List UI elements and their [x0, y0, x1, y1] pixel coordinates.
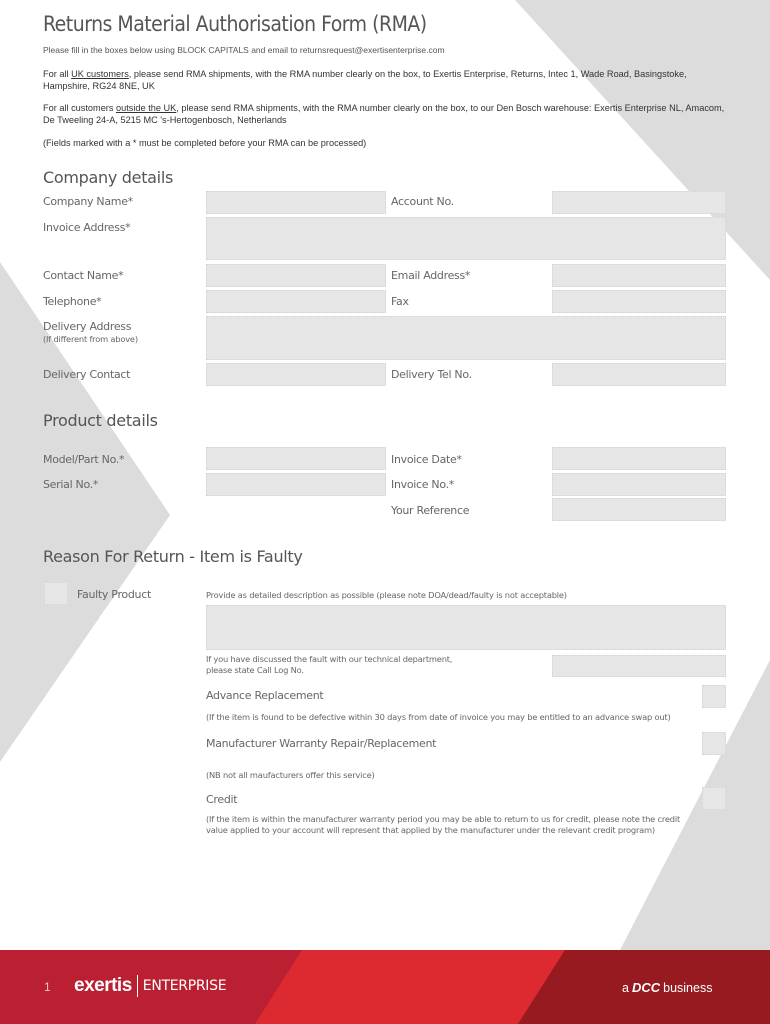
invoice-no-field[interactable]: [552, 473, 726, 496]
intl-address: , please send RMA shipments, with the RMA number clearly on the box, to our Den Bosch warehouse: Exertis Enterprise NL, Amacom, De Tweeling 24-A, 5215 MC 's-Hertogenbosch, Netherlands: [43, 103, 725, 125]
invoice-address-label: Invoice Address*: [43, 221, 131, 234]
advance-replacement-checkbox[interactable]: [702, 685, 726, 708]
uk-prefix: For all: [43, 69, 72, 79]
contact-name-label: Contact Name*: [43, 269, 124, 282]
intro-intl: [43, 102, 733, 126]
logo-divider: [137, 975, 138, 997]
description-prompt: Provide as detailed description as possible (please note DOA/dead/faulty is not acceptable): [206, 590, 567, 600]
dcc-business-logo: [622, 980, 712, 995]
outside-uk-text: outside the UK: [116, 103, 177, 113]
call-log-field[interactable]: [552, 655, 726, 677]
invoice-no-label: Invoice No.*: [391, 478, 454, 491]
intro-uk: [43, 68, 733, 92]
your-reference-label: Your Reference: [391, 504, 470, 517]
company-name-label: Company Name*: [43, 195, 133, 208]
fax-field[interactable]: [552, 290, 726, 313]
logo-exertis: exertis: [74, 975, 132, 996]
serial-no-field[interactable]: [206, 473, 386, 496]
faulty-product-label: Faulty Product: [77, 588, 151, 601]
product-details-heading: Product details: [43, 411, 158, 430]
delivery-address-field[interactable]: [206, 316, 726, 360]
uk-address: , please send RMA shipments, with the RMA number clearly on the box, to Exertis Enterprise, Returns, Intec 1, Wade Road, Basingstoke, Hampshire, RG24 8NE, UK: [43, 69, 687, 91]
uk-customers-text: UK customers: [71, 69, 129, 79]
delivery-address-label: Delivery Address: [43, 320, 132, 333]
email-field[interactable]: [552, 264, 726, 287]
faulty-product-checkbox[interactable]: [44, 582, 68, 605]
your-reference-field[interactable]: [552, 498, 726, 521]
page-number: 1: [44, 980, 51, 994]
bg-shape-right-lower: [620, 660, 770, 950]
warranty-checkbox[interactable]: [702, 732, 726, 755]
dcc-suffix: business: [663, 981, 713, 995]
delivery-contact-label: Delivery Contact: [43, 368, 131, 381]
warranty-note: (NB not all maufacturers offer this service): [206, 770, 375, 780]
exertis-enterprise-logo: [74, 975, 226, 997]
logo-enterprise: ENTERPRISE: [142, 978, 227, 994]
reason-heading: Reason For Return - Item is Faulty: [43, 547, 303, 566]
call-log-prompt-2: please state Call Log No.: [206, 665, 304, 675]
telephone-field[interactable]: [206, 290, 386, 313]
credit-label: Credit: [206, 793, 238, 806]
account-no-label: Account No.: [391, 195, 454, 208]
required-note: (Fields marked with a * must be completed before your RMA can be processed): [43, 138, 367, 148]
intro-instructions: Please fill in the boxes below using BLOCK CAPITALS and email to returnsrequest@exertisenterprise.com: [43, 45, 445, 55]
warranty-label: Manufacturer Warranty Repair/Replacement: [206, 737, 437, 750]
call-log-prompt-1: If you have discussed the fault with our technical department,: [206, 654, 453, 664]
email-label: Email Address*: [391, 269, 471, 282]
serial-no-label: Serial No.*: [43, 478, 99, 491]
page-title: Returns Material Authorisation Form (RMA): [43, 12, 427, 36]
dcc-mark: DCC: [631, 980, 661, 995]
telephone-label: Telephone*: [43, 295, 102, 308]
model-part-label: Model/Part No.*: [43, 453, 125, 466]
fault-description-field[interactable]: [206, 605, 726, 650]
credit-note-2: value applied to your account will represent that applied by the manufacturer under the relevant credit program): [206, 825, 655, 835]
fax-label: Fax: [391, 295, 409, 308]
credit-note-1: (If the item is within the manufacturer warranty period you may be able to return to us for credit, please note the credit: [206, 814, 681, 824]
intl-prefix: For all customers: [43, 103, 117, 113]
company-details-heading: Company details: [43, 168, 174, 187]
delivery-tel-field[interactable]: [552, 363, 726, 386]
invoice-date-field[interactable]: [552, 447, 726, 470]
invoice-address-field[interactable]: [206, 217, 726, 260]
credit-checkbox[interactable]: [702, 787, 726, 810]
contact-name-field[interactable]: [206, 264, 386, 287]
delivery-contact-field[interactable]: [206, 363, 386, 386]
delivery-address-note: (If different from above): [43, 334, 138, 344]
delivery-tel-label: Delivery Tel No.: [391, 368, 472, 381]
dcc-prefix: a: [622, 981, 629, 995]
advance-replacement-note: (If the item is found to be defective within 30 days from date of invoice you may be entitled to an advance swap out): [206, 712, 671, 722]
model-part-field[interactable]: [206, 447, 386, 470]
company-name-field[interactable]: [206, 191, 386, 214]
invoice-date-label: Invoice Date*: [391, 453, 462, 466]
account-no-field[interactable]: [552, 191, 726, 214]
advance-replacement-label: Advance Replacement: [206, 689, 324, 702]
